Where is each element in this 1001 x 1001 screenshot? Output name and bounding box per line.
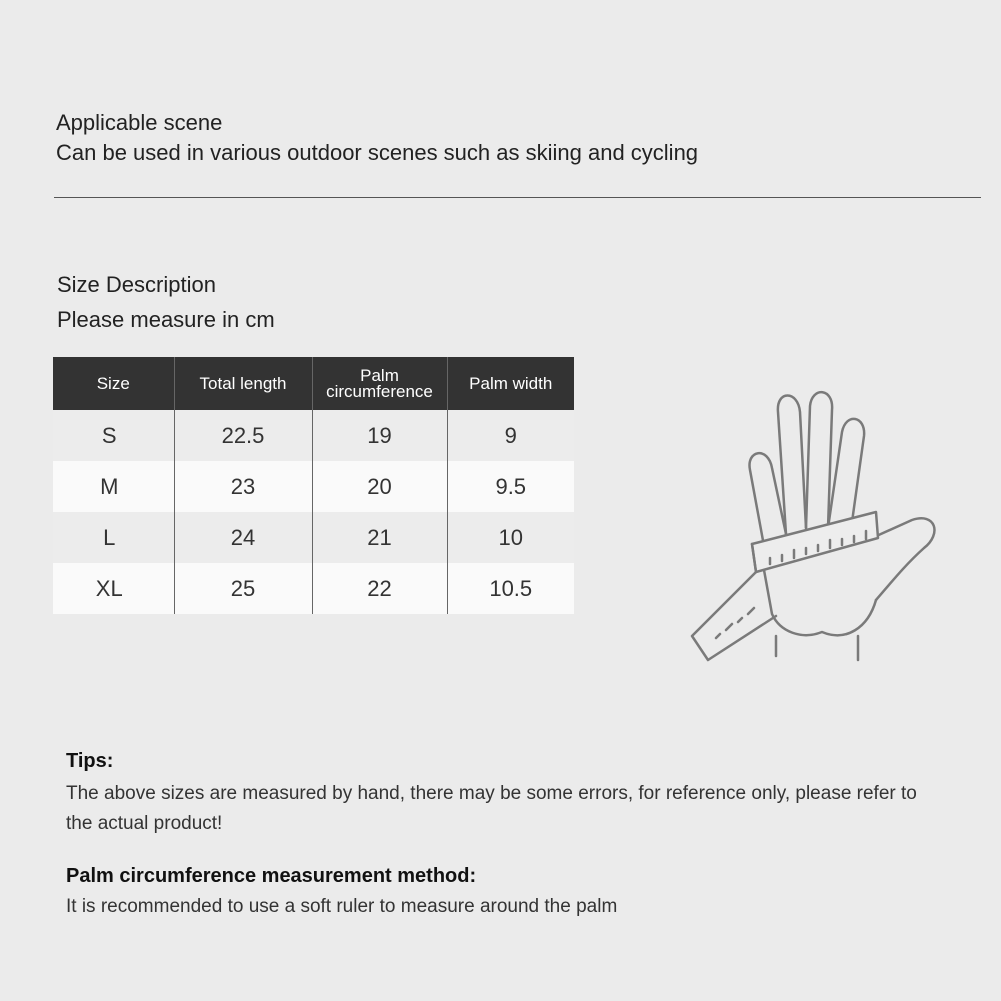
cell-palm-circumference: 20 (312, 461, 447, 512)
cell-total-length: 22.5 (174, 410, 312, 461)
table-row (53, 461, 574, 512)
cell-palm-width: 9.5 (447, 461, 574, 512)
hand-with-measuring-tape-icon (686, 388, 946, 670)
header-total-length: Total length (174, 357, 312, 410)
cell-palm-circumference: 21 (312, 512, 447, 563)
measure-unit-note: Please measure in cm (57, 307, 275, 332)
table-row (53, 563, 574, 614)
tips-text: The above sizes are measured by hand, there may be some errors, for reference only, please refer to the actual product! (66, 783, 917, 834)
measurement-method-heading: Palm circumference measurement method: (66, 865, 477, 887)
header-size: Size (53, 357, 174, 410)
cell-total-length: 24 (174, 512, 312, 563)
header-palm-width: Palm width (447, 357, 574, 410)
size-description-heading: Size Description (57, 272, 216, 297)
cell-size: L (53, 512, 174, 563)
cell-total-length: 23 (174, 461, 312, 512)
cell-palm-circumference: 19 (312, 410, 447, 461)
tips-heading: Tips: (66, 750, 114, 772)
cell-palm-width: 10.5 (447, 563, 574, 614)
size-table-header-row (53, 357, 574, 410)
cell-total-length: 25 (174, 563, 312, 614)
cell-palm-circumference: 22 (312, 563, 447, 614)
cell-palm-width: 10 (447, 512, 574, 563)
size-table (53, 357, 574, 614)
cell-size: S (53, 410, 174, 461)
table-row (53, 512, 574, 563)
cell-size: M (53, 461, 174, 512)
cell-size: XL (53, 563, 174, 614)
section-divider (54, 197, 981, 198)
cell-palm-width: 9 (447, 410, 574, 461)
applicable-scene-heading: Applicable scene (56, 110, 223, 135)
header-palm-circumference: Palm circumference (312, 357, 447, 410)
measurement-method-text: It is recommended to use a soft ruler to measure around the palm (66, 896, 618, 917)
applicable-scene-description: Can be used in various outdoor scenes such as skiing and cycling (56, 140, 699, 165)
table-row (53, 410, 574, 461)
